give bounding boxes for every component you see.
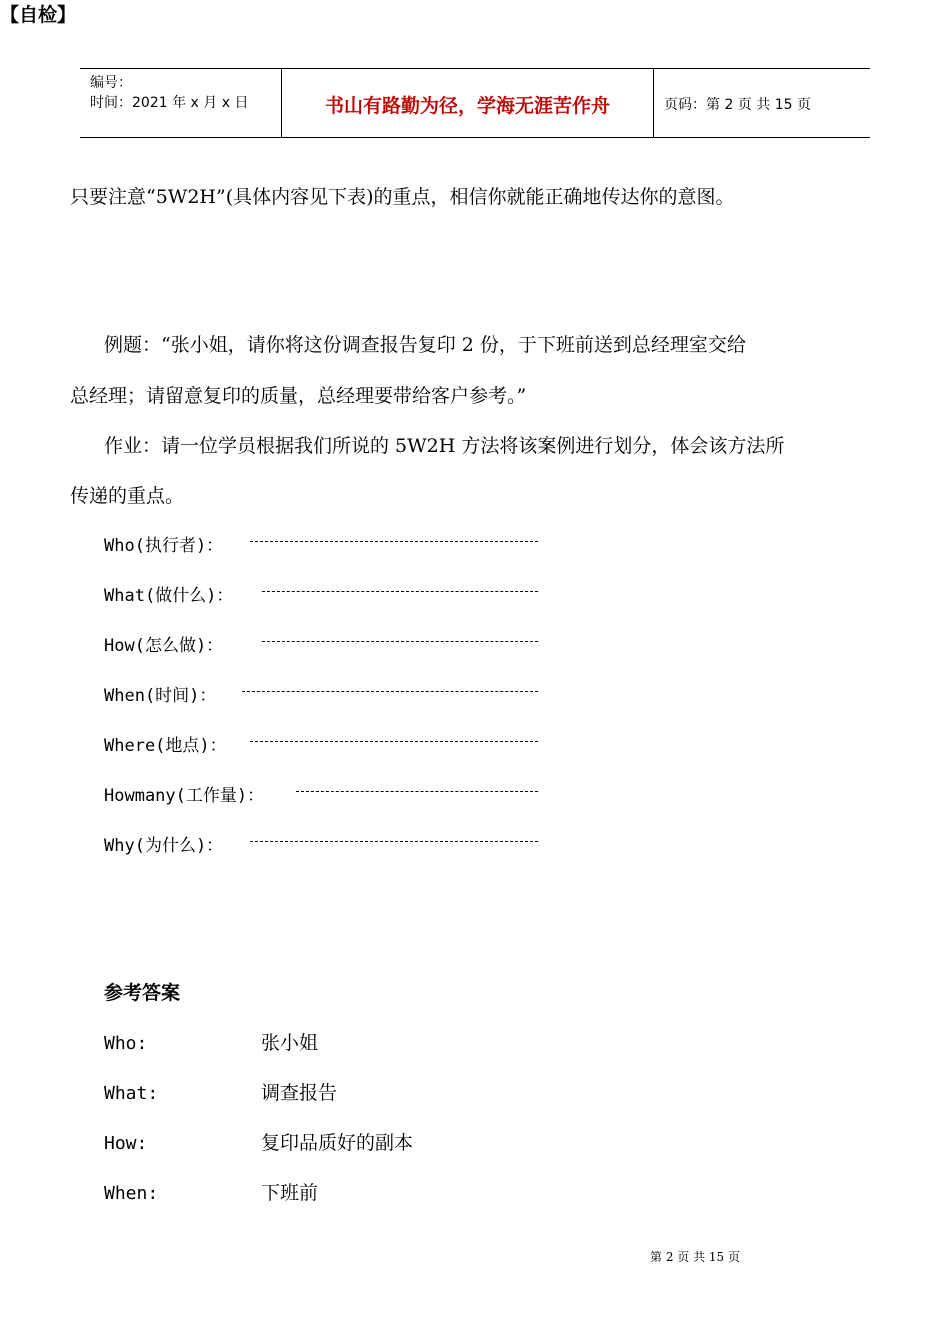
example-text: 例题：“张小姐，请你将这份调查报告复印 2 份，于下班前送到总经理室交给 bbox=[104, 334, 746, 356]
fill-item-who bbox=[104, 531, 223, 556]
answers-title: 参考答案 bbox=[104, 982, 181, 1004]
page-footer: 第 2 页 共 15 页 bbox=[650, 1250, 740, 1264]
document-date: 时间：2021 年 x 月 x 日 bbox=[90, 95, 249, 111]
header-motto: 书山有路勤为径，学海无涯苦作舟 bbox=[324, 95, 610, 117]
answer-row bbox=[104, 1028, 318, 1055]
homework-text: 传递的重点。 bbox=[70, 485, 185, 507]
document-number: 编号： bbox=[90, 75, 132, 91]
fill-item-when bbox=[104, 681, 216, 706]
answer-blank[interactable] bbox=[242, 691, 538, 692]
answer-value: 下班前 bbox=[261, 1182, 319, 1204]
fill-item-how bbox=[104, 631, 223, 656]
header-divider bbox=[653, 69, 654, 137]
fill-item-where bbox=[104, 731, 227, 756]
answer-blank[interactable] bbox=[250, 741, 538, 742]
fill-label: Where(地点)： bbox=[104, 736, 227, 756]
fill-label: Who(执行者)： bbox=[104, 536, 224, 556]
fill-item-what bbox=[104, 581, 233, 606]
answer-key: When: bbox=[104, 1183, 159, 1204]
answer-row bbox=[104, 1178, 318, 1205]
answer-key: What: bbox=[104, 1083, 159, 1104]
fill-label: When(时间)： bbox=[104, 686, 217, 706]
header-meta bbox=[90, 73, 248, 113]
answer-blank[interactable] bbox=[250, 841, 538, 842]
section-title: 【自检】 bbox=[0, 4, 77, 26]
fill-item-why bbox=[104, 831, 223, 856]
fill-item-howmany bbox=[104, 781, 264, 806]
answer-key: How: bbox=[104, 1133, 148, 1154]
answer-value: 调查报告 bbox=[261, 1082, 338, 1104]
answer-blank[interactable] bbox=[262, 591, 538, 592]
answer-row bbox=[104, 1128, 413, 1155]
document-header bbox=[80, 68, 870, 138]
answer-blank[interactable] bbox=[262, 641, 538, 642]
fill-label: Howmany(工作量)： bbox=[104, 786, 265, 806]
answer-key: Who: bbox=[104, 1033, 148, 1054]
header-page-info: 页码：第 2 页 共 15 页 bbox=[664, 97, 811, 113]
answer-value: 复印品质好的副本 bbox=[261, 1132, 414, 1154]
homework-text: 作业：请一位学员根据我们所说的 5W2H 方法将该案例进行划分，体会该方法所 bbox=[104, 435, 785, 457]
intro-paragraph: 只要注意“5W2H”(具体内容见下表)的重点，相信你就能正确地传达你的意图。 bbox=[70, 186, 735, 208]
fill-label: Why(为什么)： bbox=[104, 836, 224, 856]
answer-value: 张小姐 bbox=[261, 1032, 319, 1054]
answer-blank[interactable] bbox=[250, 541, 538, 542]
answer-blank[interactable] bbox=[296, 791, 538, 792]
fill-label: How(怎么做)： bbox=[104, 636, 224, 656]
answer-row bbox=[104, 1078, 337, 1105]
example-text: 总经理；请留意复印的质量，总经理要带给客户参考。” bbox=[70, 385, 527, 407]
fill-label: What(做什么)： bbox=[104, 586, 234, 606]
